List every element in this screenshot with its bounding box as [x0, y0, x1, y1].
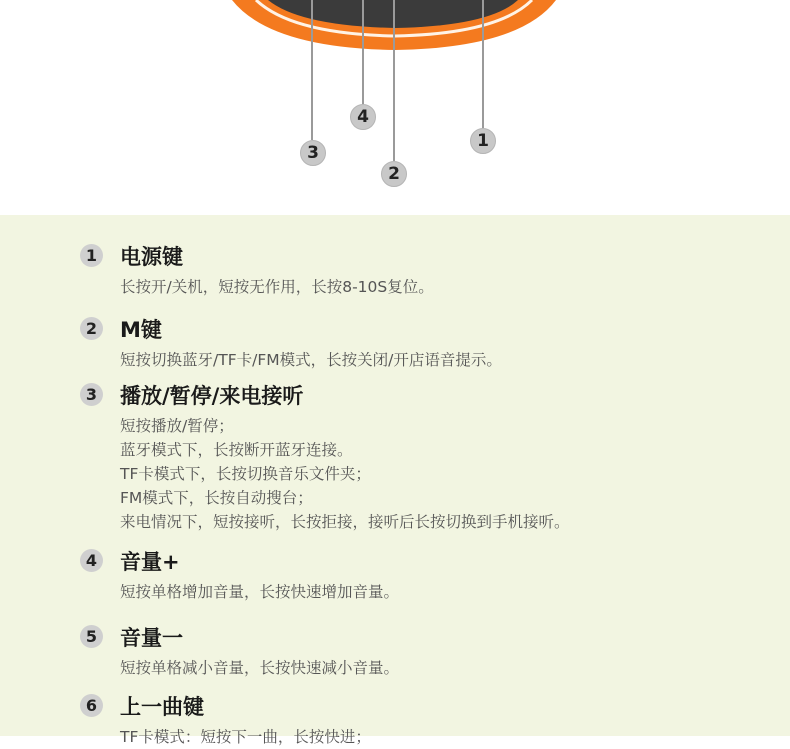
section-description	[120, 275, 434, 299]
section-number-badge: 5	[80, 625, 103, 648]
section-number-badge: 1	[80, 244, 103, 267]
product-illustration-area	[0, 0, 790, 215]
section-title: 播放/暂停/来电接听	[120, 384, 304, 408]
section-number-badge: 6	[80, 694, 103, 717]
description-line: 来电情况下，短按接听，长按拒接，接听后长按切换到手机接听。	[120, 513, 570, 531]
section-title: 电源键	[120, 245, 183, 269]
description-line: 短按单格增加音量，长按快速增加音量。	[120, 583, 400, 601]
section-title: M键	[120, 318, 162, 342]
description-line: 短按切换蓝牙/TF卡/FM模式，长按关闭/开店语音提示。	[120, 351, 502, 369]
description-line: 蓝牙模式下，长按断开蓝牙连接。	[120, 441, 353, 459]
section-title: 音量一	[120, 626, 183, 650]
section-number-badge: 3	[80, 383, 103, 406]
section-description	[120, 414, 570, 534]
callout-badge-4: 4	[350, 104, 376, 130]
callout-badge-3: 3	[300, 140, 326, 166]
section-description	[120, 725, 371, 749]
section-description	[120, 656, 399, 680]
section-description	[120, 348, 502, 372]
button-description-panel	[0, 215, 790, 746]
section-number-badge: 4	[80, 549, 103, 572]
description-line: 长按开/关机，短按无作用，长按8-10S复位。	[120, 278, 434, 296]
section-title: 音量+	[120, 550, 180, 574]
description-line: TF卡模式下，长按切换音乐文件夹；	[120, 465, 371, 483]
section-number-badge: 2	[80, 317, 103, 340]
description-line: FM模式下，长按自动搜台；	[120, 489, 313, 507]
callout-badge-1: 1	[470, 128, 496, 154]
description-line: TF卡模式：短按下一曲，长按快进；	[120, 728, 371, 746]
description-line: 短按播放/暂停；	[120, 417, 234, 435]
callout-badge-2: 2	[381, 161, 407, 187]
section-title: 上一曲键	[120, 695, 204, 719]
section-description	[120, 580, 399, 604]
description-line: 短按单格减小音量，长按快速减小音量。	[120, 659, 400, 677]
